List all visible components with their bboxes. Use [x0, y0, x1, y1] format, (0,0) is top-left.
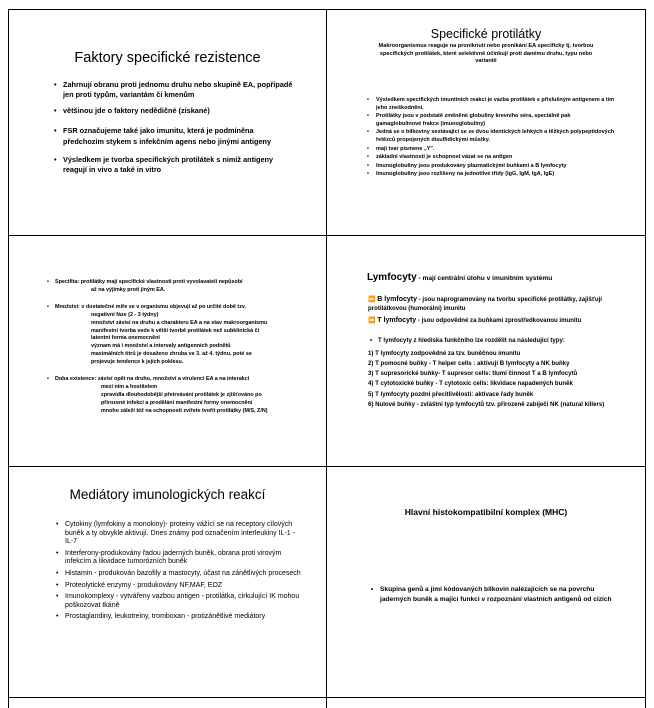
t-intro: • T lymfocyty z hlediska funkčního lze rozdělit na následující typy:	[370, 336, 565, 344]
property-list	[47, 279, 323, 416]
property-mnozstvi: • Množství: v dostatečné míře se v organismu objevují až po určité době tzv. negativní fáze (2 - 3 týdny) množství závisí na druhu a charakteru EA a na stav makroorganismu manifestní tvorba vede k větší tvorbě protilátek než subklinická či latentní forma onemocnění význam má i množství a intervaly antigenních podnětů maximálních titrů je dosaženo zhruba ve 3. až 4. týdnu, poté se projevuje tendence k jejich poklesu.	[55, 304, 323, 367]
slide-lymphocytes	[327, 236, 645, 466]
list-item: • Proteolytické enzymy - produkovány NF,MAF, EOZ	[65, 582, 301, 591]
list-item: • Histamin - produkován bazofily a mastocyty, účast na zánětlivých procesech	[65, 570, 301, 579]
list-item: • Prostaglandiny, leukotreiny, tromboxan - protizánětlivé mediátory	[65, 613, 301, 622]
property-line: význam má i množství a intervaly antigenních podnětů	[91, 343, 231, 350]
title-rest: - mají centrální úlohu v imunitním systému	[416, 275, 553, 282]
t-type-item: 4) T cytotoxické buňky - T cytotoxic cells: likvidace napadených buněk	[368, 380, 573, 388]
slide-title: Mediátory imunologických reakcí	[69, 487, 266, 502]
slide-title: Faktory specifické rezistence	[74, 50, 261, 66]
property-specifita: • Specifita: protilátky mají specifické vlastnosti proti vyvolavateli nepůsobí až na výjimky proti jiným EA.	[55, 279, 323, 295]
t-type-item: 6) Nulové buňky - zvláštní typ lymfocytů tzv. přirozeně zabíječi NK (natural killers)	[368, 400, 605, 408]
title-bold: Lymfocyty	[367, 272, 417, 283]
property-line: projevuje tendence k jejich poklesu.	[91, 359, 184, 366]
bullet-list	[380, 585, 615, 604]
list-item: • Skupina genů a jimi kódovaných bílkovin nalézajících se na povrchu jaderných buněk a mající funkci v rozpoznání vlastních antigenů od cizích	[380, 585, 615, 604]
property-line: manifestní tvorba vede k větší tvorbě protilátek než subklinická či	[91, 327, 260, 334]
t-head: T lymfocyty	[377, 317, 417, 325]
property-doba-existence: • Doba existence: závisí opět na druhu, množství a virulenci EA a na interakci mezi ním a hostitelem zpravidla dlouhodobější přetrvávání protilátek je zjišťováno po přirozené infekci a prodělání manifestní formy onemocnění mnoho záleží též na schopnosti zvířete tvořit protilátky (M/S, Z/N)	[55, 376, 323, 416]
property-line: maximálních titrů je dosaženo zhruba ve 3. až 4. týdnu, poté se	[91, 351, 252, 358]
list-item: • Interferony-produkovány řadou jaderných buněk, obrana proti virovým infekcím a likvidace tumorózních buněk	[65, 550, 301, 567]
slide-specific-antibodies	[327, 10, 645, 235]
list-item: • FSR označujeme také jako imunitu, která je podmíněna předchozím stykem s infekčním agens nebo jinými antigeny	[63, 126, 293, 147]
slide-title	[367, 272, 637, 283]
list-item: • základní vlastností je schopnost vázat se na antigen	[376, 154, 616, 162]
list-item: • většinou jde o faktory nedědičné (získané)	[63, 106, 293, 116]
list-item: • Výsledkem specifických imunitních reakcí je vazba protilátek s příslušným antigenem a tím jeho zneškodnění.	[376, 97, 616, 112]
grid-row-divider-3	[8, 697, 646, 698]
list-item: • Výsledkem je tvorba specifických protilátek s nimiž antigeny reagují in vivo a také in vitro	[63, 155, 293, 176]
bullet-list	[63, 80, 293, 176]
t-lymphocytes-item	[368, 316, 606, 325]
property-line: latentní forma onemocnění	[91, 335, 160, 342]
list-item: • Imunoglobuliny jsou produkovány plazmatickými buňkami a B lymfocyty	[376, 163, 616, 171]
property-line: protilátky mají specifické vlastnosti proti vyvolavateli nepůsobí	[80, 279, 243, 285]
property-head: Množství:	[55, 303, 80, 310]
list-item: • Jedná se o bílkoviny sestávající se ze dvou identických lehkých a těžkých polypeptidových řetězců propojených disulfidickými můstky.	[376, 129, 616, 144]
slide-title: Hlavní histokompatibilní komplex (MHC)	[404, 507, 568, 517]
intro-text: Makroorganismus reaguje na proniknutí nebo pronikání EA specificky tj. tvorbou specifických protilátek, které selektivně účinkují proti danému druhu, typu nebo variantě	[378, 43, 594, 65]
property-head: Specifita:	[55, 279, 80, 285]
property-line: negativní fáze (2 - 3 týdny)	[91, 311, 159, 318]
property-line: závisí opět na druhu, množství a virulenci EA a na interakci	[97, 376, 250, 383]
bullet-list	[376, 97, 616, 179]
property-line: přirozené infekci a prodělání manifestní formy onemocnění	[101, 399, 253, 406]
arrow-icon: ⏩	[368, 296, 376, 303]
property-line: množství závisí na druhu a charakteru EA a na stav makroorganismu	[91, 319, 268, 326]
property-line: v dostatečné míře se v organismu objevují až po určité době tzv.	[81, 303, 247, 310]
slide-mhc	[327, 467, 645, 697]
list-item: • Zahrnují obranu proti jednomu druhu nebo skupině EA, popřípadě jen proti typům, variantám či kmenům	[63, 80, 293, 101]
lymphocyte-content	[368, 295, 606, 409]
property-head: Doba existence:	[55, 376, 97, 383]
b-lymphocytes-item	[368, 295, 606, 313]
slide-mediators	[9, 467, 326, 697]
list-item: • Imunokomplexy - vytvářeny vazbou antigen - protilátka, cirkulující IK mohou poškozovat tkáně	[65, 593, 301, 610]
property-line: mnoho záleží též na schopnosti zvířete tvořit protilátky (M/S, Z/N)	[101, 407, 268, 414]
list-item: • Imunoglobuliny jsou rozlišeny na jednotlivé třídy (IgG, IgM, IgA, IgE)	[376, 171, 616, 179]
bullet-list	[65, 521, 301, 622]
t-type-item: 3) T supresorické buňky- T supresor cells: tlumí činnost T a B lymfocytů	[368, 370, 578, 378]
property-line: až na výjimky proti jiným EA.	[91, 286, 166, 293]
b-head: B lymfocyty	[377, 296, 417, 303]
property-line: mezi ním a hostitelem	[101, 383, 158, 390]
slide-title: Specifické protilátky	[430, 27, 542, 41]
t-type-item: 2) T pomocné buňky - T helper cells : aktivují B lymfocyty a NK buňky	[368, 360, 570, 368]
t-type-item: 5) T lymfocyty pozdní přecitlivělosti: aktivace řady buněk	[368, 390, 534, 398]
grid-right-border	[645, 9, 646, 708]
slide-antibody-properties	[9, 236, 326, 466]
t-type-list	[368, 349, 606, 409]
t-type-item: 1) T lymfocyty zodpovědné za tzv. buněčnou imunitu	[368, 349, 521, 357]
list-item: • mají tvar písmene „Y".	[376, 146, 616, 154]
list-item: • Cytokiny (lymfokiny a monokiny)- proteiny vážící se na receptory cílových buněk a ty obvykle aktivují. Dnes známy pod označením interleukiny IL-1 - IL-7	[65, 521, 301, 547]
list-item: • Protilátky jsou v podstatě změněné globuliny krevního séra, speciálně pak gamaglobulinové frakce (imunoglobuliny)	[376, 113, 616, 128]
property-line: zpravidla dlouhodobější přetrvávání protilátek je zjišťováno po	[101, 391, 262, 398]
t-text: - jsou odpovědné za buňkami zprostředkovanou imunitu	[416, 317, 582, 325]
b-text: - jsou naprogramovány na tvorbu specifické protilátky, zajišťují protilátkovou (humorální) imunitu	[368, 296, 602, 313]
slide-specific-resistance	[9, 10, 326, 235]
arrow-icon: ⏩	[368, 317, 376, 325]
